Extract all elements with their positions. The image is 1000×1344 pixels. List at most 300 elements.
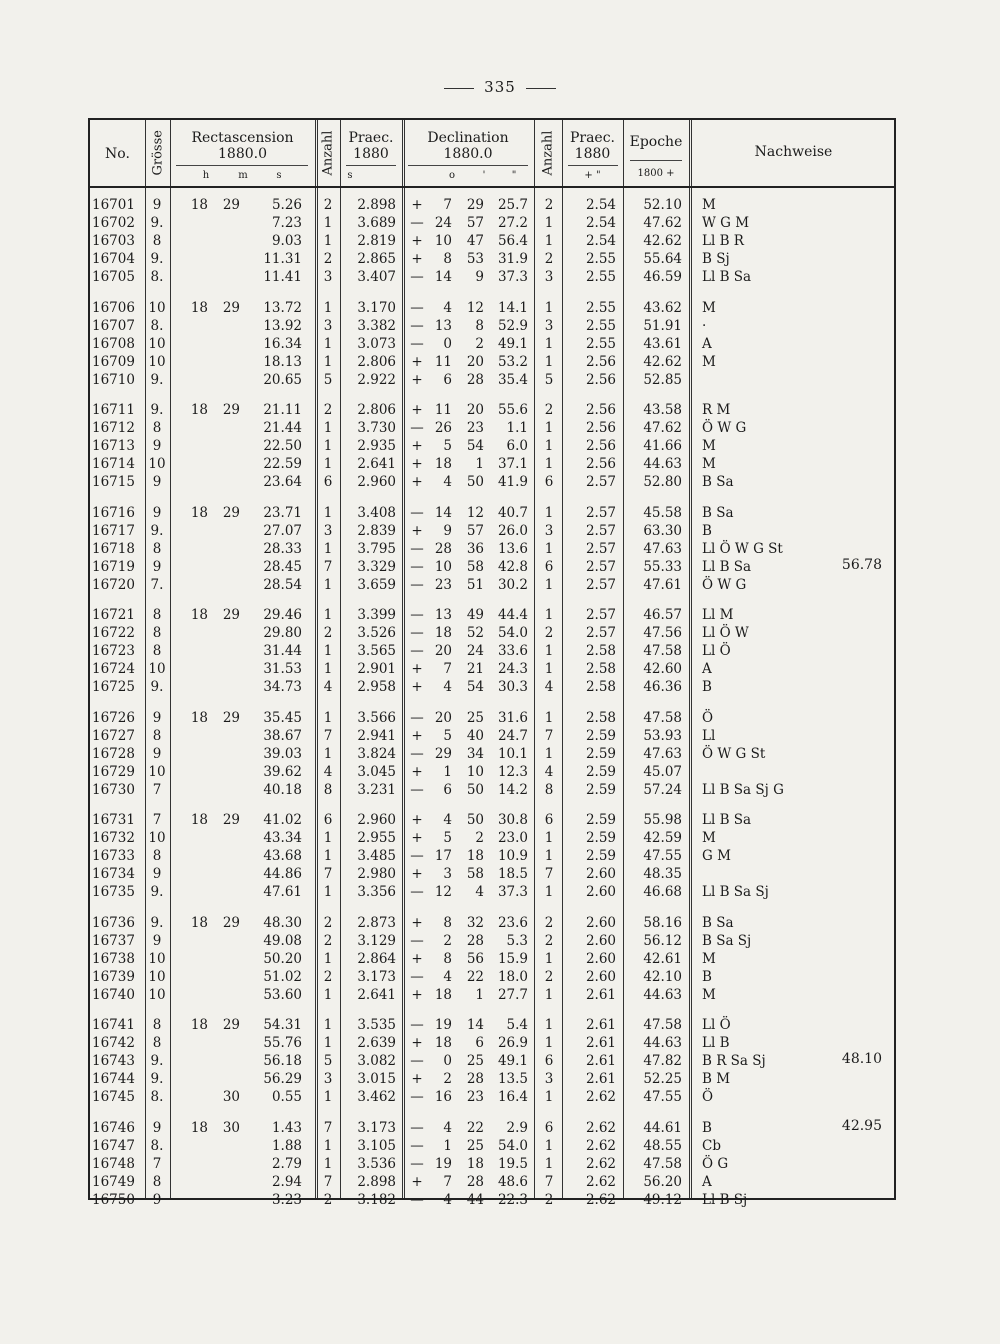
cell-ra-s: 56.29 xyxy=(263,1071,302,1088)
cell-decl-min: 57 xyxy=(466,215,484,232)
cell-decl-sign: + xyxy=(411,812,423,828)
cell-decl-deg: 6 xyxy=(443,371,452,388)
cell-praec: 2.639 xyxy=(357,1035,396,1052)
table-row xyxy=(90,401,898,419)
cell-decl-deg: 1 xyxy=(443,763,452,780)
table-row xyxy=(90,624,898,642)
cell-ra-s: 7.23 xyxy=(271,215,302,232)
cell-praec: 2.819 xyxy=(357,233,396,250)
table-row xyxy=(90,1070,898,1088)
cell-epoche: 43.61 xyxy=(643,335,682,352)
header-subrule xyxy=(408,165,528,166)
cell-decl-sec: 40.7 xyxy=(497,504,528,521)
cell-nachweise: Ö G xyxy=(702,1155,729,1172)
cell-praec: 2.898 xyxy=(357,197,396,213)
cell-nachweise: · xyxy=(702,317,707,334)
cell-no: 16744 xyxy=(92,1071,135,1088)
cell-no: 16726 xyxy=(92,709,135,726)
cell-decl-sec: 56.4 xyxy=(497,233,528,250)
cell-decl-deg: 3 xyxy=(443,866,452,883)
header-nachweise: Nachweise xyxy=(754,144,833,160)
cell-groesse: 9 xyxy=(152,709,162,726)
cell-decl-sec: 23.6 xyxy=(497,914,528,931)
cell-nachweise: Ll xyxy=(702,727,716,744)
cell-groesse: 9 xyxy=(152,197,162,213)
cell-decl-sec: 48.6 xyxy=(497,1173,528,1190)
cell-anzahl: 2 xyxy=(323,932,333,949)
cell-decl-deg: 11 xyxy=(434,353,452,370)
cell-no: 16724 xyxy=(92,661,135,678)
table-row xyxy=(90,781,898,799)
cell-decl-deg: 10 xyxy=(434,558,452,575)
cell-praec: 3.730 xyxy=(357,420,396,437)
cell-epoche: 47.55 xyxy=(643,848,682,865)
cell-decl-deg: 0 xyxy=(443,1053,452,1070)
cell-anzahl: 2 xyxy=(323,251,333,268)
cell-decl-min: 2 xyxy=(475,830,484,847)
cell-ra-s: 11.31 xyxy=(263,251,302,268)
cell-anzahl: 4 xyxy=(323,679,333,696)
cell-decl-sign: + xyxy=(411,353,423,370)
cell-ra-h: 18 xyxy=(190,709,208,726)
cell-decl-deg: 13 xyxy=(434,607,452,623)
cell-nachweise: B M xyxy=(702,1071,731,1088)
cell-praec2: 2.59 xyxy=(585,812,616,828)
cell-anzahl2: 1 xyxy=(544,884,554,901)
cell-ra-s: 0.55 xyxy=(271,1089,302,1106)
table-row xyxy=(90,1016,898,1034)
cell-decl-deg: 23 xyxy=(434,576,452,593)
cell-decl-sec: 18.0 xyxy=(497,968,528,985)
cell-decl-sec: 1.1 xyxy=(506,420,528,437)
cell-nachweise: Ll B Sa xyxy=(702,812,752,828)
cell-anzahl2: 2 xyxy=(544,1191,554,1208)
cell-ra-s: 16.34 xyxy=(263,335,302,352)
cell-decl-sign: + xyxy=(411,438,423,455)
header-decl-min: ' xyxy=(482,170,486,181)
cell-epoche: 55.64 xyxy=(643,251,682,268)
cell-anzahl: 1 xyxy=(323,420,333,437)
cell-decl-sec: 33.6 xyxy=(497,643,528,660)
cell-decl-deg: 4 xyxy=(443,474,452,491)
cell-nachweise: Ö xyxy=(702,1089,714,1106)
cell-praec: 2.864 xyxy=(357,950,396,967)
cell-anzahl2: 1 xyxy=(544,233,554,250)
cell-praec2: 2.57 xyxy=(585,504,616,521)
table-row xyxy=(90,455,898,473)
cell-anzahl: 2 xyxy=(323,625,333,642)
cell-groesse: 9. xyxy=(150,402,164,418)
cell-anzahl2: 1 xyxy=(544,540,554,557)
cell-no: 16743 xyxy=(92,1053,135,1070)
cell-no: 16702 xyxy=(92,215,135,232)
cell-groesse: 10 xyxy=(148,353,166,370)
cell-praec2: 2.60 xyxy=(585,884,616,901)
page-number: 335 xyxy=(0,78,1000,96)
cell-decl-sign: + xyxy=(411,679,423,696)
cell-anzahl2: 2 xyxy=(544,197,554,213)
cell-ra-s: 39.03 xyxy=(263,745,302,762)
cell-ra-s: 29.46 xyxy=(263,607,302,623)
cell-decl-min: 28 xyxy=(466,371,484,388)
cell-ra-s: 1.88 xyxy=(271,1137,302,1154)
cell-ra-s: 54.31 xyxy=(263,1017,302,1033)
cell-praec2: 2.55 xyxy=(585,317,616,334)
cell-ra-h: 18 xyxy=(190,812,208,828)
cell-decl-sec: 41.9 xyxy=(497,474,528,491)
cell-decl-min: 14 xyxy=(466,1017,484,1033)
cell-groesse: 8 xyxy=(152,848,162,865)
cell-decl-deg: 4 xyxy=(443,968,452,985)
cell-no: 16715 xyxy=(92,474,135,491)
cell-epoche: 47.63 xyxy=(643,745,682,762)
cell-groesse: 9. xyxy=(150,884,164,901)
cell-decl-sec: 2.9 xyxy=(506,1119,528,1136)
cell-ra-s: 18.13 xyxy=(263,353,302,370)
cell-nachweise: M xyxy=(702,353,716,370)
margin-note: 56.78 xyxy=(841,556,882,573)
cell-praec: 2.922 xyxy=(357,371,396,388)
cell-nachweise: Ll B Sa xyxy=(702,269,752,286)
cell-decl-deg: 12 xyxy=(434,884,452,901)
cell-epoche: 41.66 xyxy=(643,438,682,455)
cell-praec: 3.795 xyxy=(357,540,396,557)
cell-nachweise: Ö W G St xyxy=(702,745,766,762)
cell-anzahl: 2 xyxy=(323,402,333,418)
cell-decl-min: 28 xyxy=(466,1173,484,1190)
cell-anzahl2: 7 xyxy=(544,1173,554,1190)
cell-epoche: 52.85 xyxy=(643,371,682,388)
cell-anzahl2: 1 xyxy=(544,504,554,521)
cell-decl-deg: 4 xyxy=(443,1119,452,1136)
cell-praec2: 2.62 xyxy=(585,1137,616,1154)
cell-epoche: 47.55 xyxy=(643,1089,682,1106)
cell-anzahl2: 1 xyxy=(544,1155,554,1172)
cell-ra-s: 1.43 xyxy=(271,1119,302,1136)
cell-praec: 3.535 xyxy=(357,1017,396,1033)
cell-decl-sec: 13.5 xyxy=(497,1071,528,1088)
cell-decl-deg: 2 xyxy=(443,932,452,949)
cell-groesse: 10 xyxy=(148,830,166,847)
cell-decl-sec: 55.6 xyxy=(497,402,528,418)
table-row xyxy=(90,232,898,250)
cell-decl-sign: — xyxy=(410,1119,424,1136)
cell-decl-sign: + xyxy=(411,1035,423,1052)
cell-praec2: 2.62 xyxy=(585,1119,616,1136)
cell-praec: 3.105 xyxy=(357,1137,396,1154)
cell-decl-sign: — xyxy=(410,1053,424,1070)
cell-decl-deg: 18 xyxy=(434,1035,452,1052)
cell-decl-sec: 12.3 xyxy=(497,763,528,780)
cell-ra-s: 13.72 xyxy=(263,299,302,316)
cell-nachweise: M xyxy=(702,456,716,473)
cell-praec2: 2.58 xyxy=(585,643,616,660)
cell-praec2: 2.57 xyxy=(585,558,616,575)
cell-ra-s: 23.71 xyxy=(263,504,302,521)
cell-anzahl: 7 xyxy=(323,866,333,883)
cell-praec2: 2.59 xyxy=(585,830,616,847)
cell-decl-min: 52 xyxy=(466,625,484,642)
header-epoche: Epoche xyxy=(629,134,683,150)
cell-anzahl2: 3 xyxy=(544,317,554,334)
cell-decl-sec: 54.0 xyxy=(497,1137,528,1154)
cell-nachweise: Ö xyxy=(702,709,714,726)
header-praec: Praec. xyxy=(348,130,394,146)
cell-anzahl: 1 xyxy=(323,335,333,352)
cell-nachweise: Ll Ö xyxy=(702,643,731,660)
star-catalog-table xyxy=(88,118,896,1208)
table-row xyxy=(90,250,898,268)
cell-nachweise: B xyxy=(702,679,712,696)
cell-decl-min: 4 xyxy=(475,884,484,901)
cell-decl-deg: 18 xyxy=(434,456,452,473)
cell-ra-s: 43.68 xyxy=(263,848,302,865)
cell-decl-min: 20 xyxy=(466,402,484,418)
cell-nachweise: Ll B R xyxy=(702,233,744,250)
table-row xyxy=(90,1034,898,1052)
cell-praec: 3.356 xyxy=(357,884,396,901)
cell-no: 16708 xyxy=(92,335,135,352)
cell-decl-sign: — xyxy=(410,932,424,949)
cell-decl-sign: — xyxy=(410,420,424,437)
table-row xyxy=(90,1088,898,1106)
cell-decl-deg: 8 xyxy=(443,914,452,931)
cell-decl-sign: — xyxy=(410,269,424,286)
table-row xyxy=(90,865,898,883)
cell-decl-min: 32 xyxy=(466,914,484,931)
cell-decl-min: 28 xyxy=(466,1071,484,1088)
cell-no: 16720 xyxy=(92,576,135,593)
cell-no: 16713 xyxy=(92,438,135,455)
cell-praec2: 2.56 xyxy=(585,456,616,473)
cell-ra-s: 22.59 xyxy=(263,456,302,473)
table-row xyxy=(90,763,898,781)
cell-decl-min: 50 xyxy=(466,474,484,491)
cell-praec2: 2.61 xyxy=(585,986,616,1003)
cell-praec: 3.073 xyxy=(357,335,396,352)
table-row xyxy=(90,1155,898,1173)
cell-praec: 3.526 xyxy=(357,625,396,642)
header-praec-year: 1880 xyxy=(353,146,389,162)
cell-decl-sec: 30.8 xyxy=(497,812,528,828)
cell-decl-min: 25 xyxy=(466,1137,484,1154)
cell-decl-deg: 24 xyxy=(434,215,452,232)
cell-no: 16714 xyxy=(92,456,135,473)
cell-praec2: 2.54 xyxy=(585,233,616,250)
header-anzahl2: Anzahl xyxy=(540,130,556,176)
cell-praec: 2.955 xyxy=(357,830,396,847)
header-groesse: Grösse xyxy=(150,130,166,176)
cell-nachweise: M xyxy=(702,438,716,455)
cell-anzahl2: 1 xyxy=(544,643,554,660)
cell-no: 16704 xyxy=(92,251,135,268)
cell-decl-sec: 22.3 xyxy=(497,1191,528,1208)
cell-anzahl: 1 xyxy=(323,438,333,455)
cell-anzahl2: 2 xyxy=(544,402,554,418)
table-row xyxy=(90,1052,898,1070)
cell-decl-min: 29 xyxy=(466,197,484,213)
cell-no: 16706 xyxy=(92,299,135,316)
cell-ra-m: 29 xyxy=(222,299,240,316)
cell-anzahl: 7 xyxy=(323,727,333,744)
cell-praec2: 2.55 xyxy=(585,269,616,286)
cell-anzahl: 1 xyxy=(323,830,333,847)
cell-ra-s: 34.73 xyxy=(263,679,302,696)
cell-ra-s: 2.94 xyxy=(271,1173,302,1190)
cell-epoche: 49.12 xyxy=(643,1191,682,1208)
cell-praec2: 2.62 xyxy=(585,1191,616,1208)
cell-anzahl: 1 xyxy=(323,986,333,1003)
cell-groesse: 10 xyxy=(148,456,166,473)
cell-decl-sign: — xyxy=(410,576,424,593)
cell-ra-s: 9.03 xyxy=(271,233,302,250)
cell-ra-s: 2.79 xyxy=(271,1155,302,1172)
cell-groesse: 9. xyxy=(150,215,164,232)
cell-praec2: 2.61 xyxy=(585,1035,616,1052)
cell-decl-deg: 29 xyxy=(434,745,452,762)
table-row xyxy=(90,847,898,865)
cell-anzahl: 5 xyxy=(323,1053,333,1070)
cell-decl-sec: 49.1 xyxy=(497,335,528,352)
cell-ra-s: 13.92 xyxy=(263,317,302,334)
cell-decl-min: 50 xyxy=(466,781,484,798)
cell-groesse: 9. xyxy=(150,914,164,931)
cell-anzahl2: 1 xyxy=(544,745,554,762)
cell-praec: 2.865 xyxy=(357,251,396,268)
header-praec2: Praec. xyxy=(569,130,616,146)
cell-anzahl: 1 xyxy=(323,504,333,521)
cell-decl-sec: 16.4 xyxy=(497,1089,528,1106)
cell-anzahl2: 1 xyxy=(544,299,554,316)
cell-epoche: 47.62 xyxy=(643,420,682,437)
cell-nachweise: Ll B Sa Sj G xyxy=(702,781,784,798)
cell-praec2: 2.59 xyxy=(585,763,616,780)
cell-decl-deg: 19 xyxy=(434,1017,452,1033)
cell-no: 16745 xyxy=(92,1089,135,1106)
cell-praec2: 2.60 xyxy=(585,932,616,949)
cell-decl-min: 2 xyxy=(475,335,484,352)
cell-decl-deg: 18 xyxy=(434,986,452,1003)
cell-nachweise: B Sa Sj xyxy=(702,932,752,949)
cell-decl-sec: 37.3 xyxy=(497,269,528,286)
cell-decl-deg: 13 xyxy=(434,317,452,334)
cell-anzahl: 1 xyxy=(323,215,333,232)
cell-epoche: 56.20 xyxy=(643,1173,682,1190)
cell-anzahl: 2 xyxy=(323,914,333,931)
cell-decl-sec: 5.3 xyxy=(506,932,528,949)
cell-decl-sign: — xyxy=(410,1155,424,1172)
cell-decl-deg: 7 xyxy=(443,1173,452,1190)
cell-anzahl2: 1 xyxy=(544,986,554,1003)
cell-no: 16732 xyxy=(92,830,135,847)
header-ra-s: s xyxy=(276,170,282,181)
cell-epoche: 44.63 xyxy=(643,986,682,1003)
margin-note: 42.95 xyxy=(841,1117,882,1134)
cell-anzahl: 2 xyxy=(323,1191,333,1208)
cell-anzahl: 1 xyxy=(323,661,333,678)
cell-groesse: 9. xyxy=(150,679,164,696)
cell-groesse: 8. xyxy=(150,317,164,334)
cell-decl-sign: + xyxy=(411,371,423,388)
cell-groesse: 8. xyxy=(150,1089,164,1106)
cell-epoche: 53.93 xyxy=(643,727,682,744)
header-ra-title: Rectascension xyxy=(191,130,294,146)
cell-praec: 3.566 xyxy=(357,709,396,726)
cell-decl-sec: 30.2 xyxy=(497,576,528,593)
table-row xyxy=(90,214,898,232)
cell-praec: 3.231 xyxy=(357,781,396,798)
cell-anzahl2: 7 xyxy=(544,727,554,744)
cell-anzahl: 2 xyxy=(323,197,333,213)
cell-decl-deg: 1 xyxy=(443,1137,452,1154)
table-row xyxy=(90,196,898,214)
cell-decl-min: 1 xyxy=(475,456,484,473)
cell-nachweise: M xyxy=(702,950,716,967)
cell-ra-m: 29 xyxy=(222,914,240,931)
cell-ra-s: 56.18 xyxy=(263,1053,302,1070)
cell-decl-min: 25 xyxy=(466,1053,484,1070)
cell-groesse: 9 xyxy=(152,866,162,883)
cell-ra-s: 51.02 xyxy=(263,968,302,985)
cell-ra-s: 53.60 xyxy=(263,986,302,1003)
cell-decl-sign: + xyxy=(411,661,423,678)
cell-ra-s: 44.86 xyxy=(263,866,302,883)
cell-ra-m: 30 xyxy=(222,1119,240,1136)
cell-nachweise: Ll B Sa xyxy=(702,558,752,575)
cell-decl-deg: 20 xyxy=(434,643,452,660)
cell-decl-sec: 27.7 xyxy=(497,986,528,1003)
cell-anzahl2: 1 xyxy=(544,709,554,726)
cell-ra-s: 38.67 xyxy=(263,727,302,744)
cell-anzahl2: 6 xyxy=(544,558,554,575)
cell-ra-s: 31.53 xyxy=(263,661,302,678)
cell-epoche: 52.80 xyxy=(643,474,682,491)
cell-decl-sign: — xyxy=(410,540,424,557)
cell-anzahl2: 2 xyxy=(544,932,554,949)
cell-decl-deg: 8 xyxy=(443,251,452,268)
cell-no: 16725 xyxy=(92,679,135,696)
cell-anzahl: 1 xyxy=(323,456,333,473)
cell-anzahl: 8 xyxy=(323,781,333,798)
cell-praec: 3.689 xyxy=(357,215,396,232)
cell-groesse: 9 xyxy=(152,1119,162,1136)
cell-no: 16729 xyxy=(92,763,135,780)
cell-praec: 2.958 xyxy=(357,679,396,696)
cell-decl-sign: — xyxy=(410,884,424,901)
cell-anzahl2: 1 xyxy=(544,420,554,437)
cell-no: 16738 xyxy=(92,950,135,967)
cell-groesse: 9. xyxy=(150,371,164,388)
header-decl-epoch: 1880.0 xyxy=(443,146,493,162)
cell-anzahl2: 1 xyxy=(544,607,554,623)
cell-praec2: 2.62 xyxy=(585,1155,616,1172)
cell-decl-sign: — xyxy=(410,1017,424,1033)
dash-left xyxy=(444,88,474,89)
cell-groesse: 7 xyxy=(152,781,162,798)
cell-anzahl2: 6 xyxy=(544,1053,554,1070)
cell-decl-min: 34 xyxy=(466,745,484,762)
cell-decl-sign: + xyxy=(411,727,423,744)
cell-ra-s: 41.02 xyxy=(263,812,302,828)
cell-anzahl2: 1 xyxy=(544,1137,554,1154)
cell-no: 16734 xyxy=(92,866,135,883)
table-row xyxy=(90,353,898,371)
table-row xyxy=(90,1173,898,1191)
cell-anzahl: 1 xyxy=(323,884,333,901)
cell-decl-sec: 23.0 xyxy=(497,830,528,847)
cell-groesse: 8 xyxy=(152,233,162,250)
cell-ra-s: 29.80 xyxy=(263,625,302,642)
